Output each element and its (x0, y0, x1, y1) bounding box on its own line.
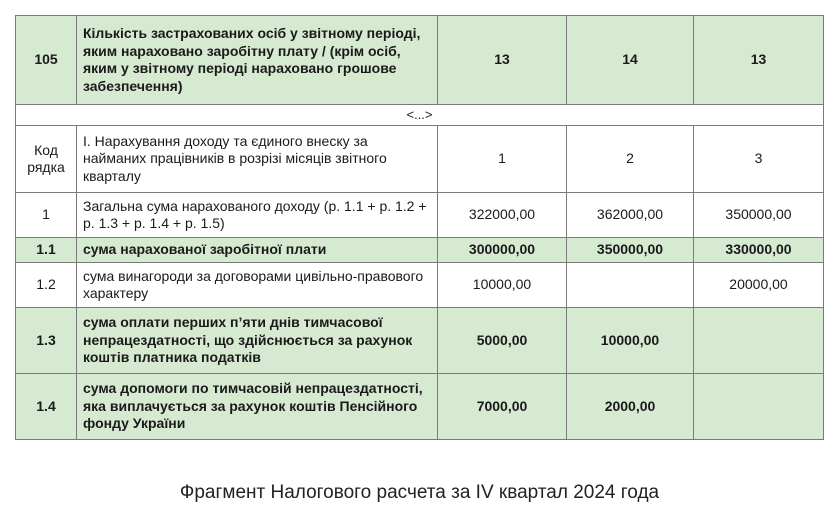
month-1-value: 10000,00 (438, 263, 567, 308)
row-name: сума оплати перших п’яти днів тимчасової непрацездатності, що здійснюється за рахунок коштів платника податків (77, 308, 438, 374)
month-1-value: 13 (438, 16, 567, 105)
row-name: Кількість застрахованих осіб у звітному періоді, яким нараховано заробітну плату / (крім осіб, яким у звітному періоді нараховано грошове забезпечення) (77, 16, 438, 105)
table-row-1 (16, 193, 824, 238)
table-row-1-2 (16, 263, 824, 308)
header-month-1: 1 (438, 126, 567, 193)
table-row-1-1 (16, 238, 824, 263)
row-code: 1.2 (16, 263, 77, 308)
header-month-3: 3 (694, 126, 824, 193)
month-3-value: 330000,00 (694, 238, 824, 263)
month-2-value: 350000,00 (567, 238, 694, 263)
month-1-value: 5000,00 (438, 308, 567, 374)
header-month-2: 2 (567, 126, 694, 193)
month-2-value: 14 (567, 16, 694, 105)
row-code: 1 (16, 193, 77, 238)
month-3-value (694, 308, 824, 374)
row-code: 1.4 (16, 374, 77, 440)
row-code: 1.3 (16, 308, 77, 374)
row-code: 105 (16, 16, 77, 105)
table-row-105 (16, 16, 824, 105)
row-name: сума допомоги по тимчасовій непрацездатності, яка виплачується за рахунок коштів Пенсійного фонду України (77, 374, 438, 440)
row-name: сума винагороди за договорами цивільно-правового характеру (77, 263, 438, 308)
month-3-value: 20000,00 (694, 263, 824, 308)
table-row-1-4 (16, 374, 824, 440)
month-1-value: 7000,00 (438, 374, 567, 440)
table-header-row (16, 126, 824, 193)
month-3-value (694, 374, 824, 440)
month-2-value (567, 263, 694, 308)
month-3-value: 13 (694, 16, 824, 105)
tax-report-table (15, 15, 824, 440)
month-3-value: 350000,00 (694, 193, 824, 238)
month-2-value: 2000,00 (567, 374, 694, 440)
month-1-value: 300000,00 (438, 238, 567, 263)
figure-caption: Фрагмент Налогового расчета за IV квартал 2024 года (179, 482, 660, 503)
month-2-value: 10000,00 (567, 308, 694, 374)
header-name: I. Нарахування доходу та єдиного внеску за найманих працівників в розрізі місяців звітного кварталу (77, 126, 438, 193)
month-2-value: 362000,00 (567, 193, 694, 238)
omitted-rows-marker (16, 105, 824, 126)
row-name: Загальна сума нарахованого доходу (р. 1.1 + р. 1.2 + р. 1.3 + р. 1.4 + р. 1.5) (77, 193, 438, 238)
table-row-1-3 (16, 308, 824, 374)
month-1-value: 322000,00 (438, 193, 567, 238)
row-code: 1.1 (16, 238, 77, 263)
row-name: сума нарахованої заробітної плати (77, 238, 438, 263)
ellipsis-text: <...> (16, 105, 824, 126)
header-code: Код рядка (16, 126, 77, 193)
